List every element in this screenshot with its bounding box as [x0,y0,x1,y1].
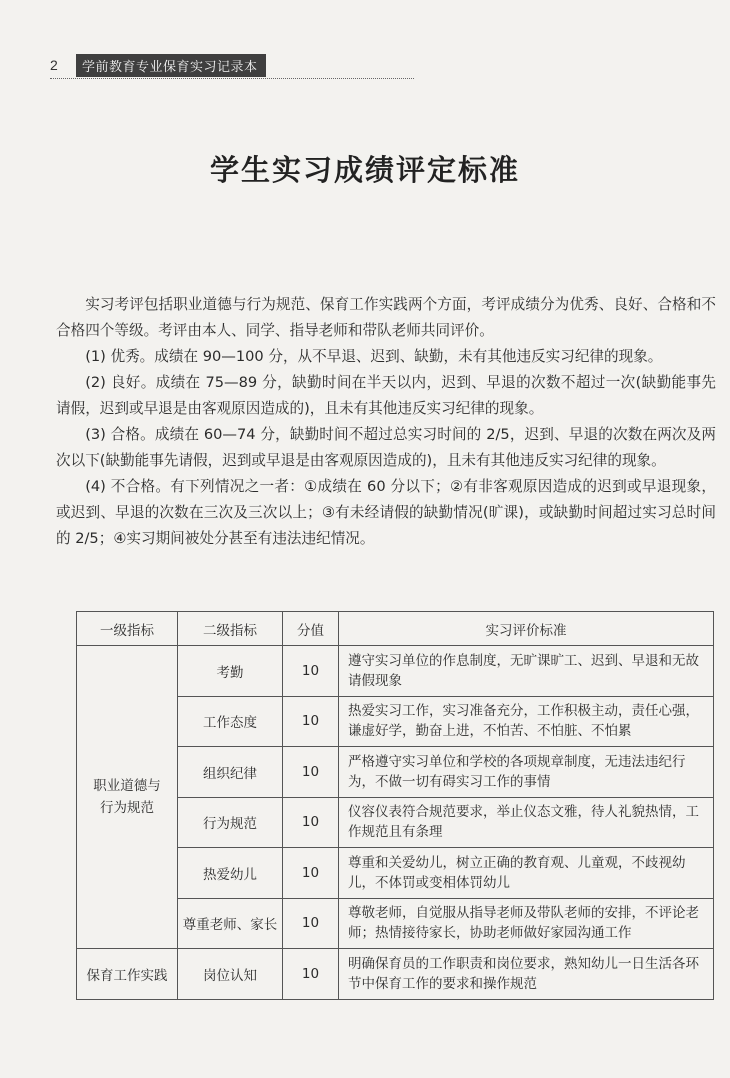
col-header-score: 分值 [283,612,339,646]
level2-cell: 组织纪律 [178,747,283,798]
level2-cell: 热爱幼儿 [178,848,283,899]
score-cell: 10 [283,797,339,848]
score-cell: 10 [283,747,339,798]
criteria-cell: 热爱实习工作，实习准备充分，工作积极主动，责任心强，谦虚好学，勤奋上进，不怕苦、不怕脏、不怕累 [339,696,714,747]
body-text [56,292,716,552]
criteria-cell: 尊重和关爱幼儿，树立正确的教育观、儿童观，不歧视幼儿，不体罚或变相体罚幼儿 [339,848,714,899]
table-row [77,949,714,1000]
level2-cell: 行为规范 [178,797,283,848]
grade-excellent-paragraph: (1) 优秀。成绩在 90—100 分，从不早退、迟到、缺勤，未有其他违反实习纪律的现象。 [85,348,663,365]
score-cell: 10 [283,898,339,949]
criteria-cell: 尊敬老师，自觉服从指导老师及带队老师的安排，不评论老师；热情接待家长，协助老师做好家园沟通工作 [339,898,714,949]
level2-cell: 考勤 [178,646,283,697]
col-header-criteria: 实习评价标准 [339,612,714,646]
grade-pass-paragraph: (3) 合格。成绩在 60—74 分，缺勤时间不超过总实习时间的 2/5，迟到、早退的次数在两次及两次以下(缺勤能事先请假，迟到或早退是由客观原因造成的)，且未有其他违反实习纪律的现象。 [56,426,716,469]
level1-cell-ethics [77,646,178,949]
col-header-level2: 二级指标 [178,612,283,646]
book-title: 学前教育专业保育实习记录本 [76,54,266,77]
score-cell: 10 [283,696,339,747]
table-header-row [77,612,714,646]
table-row [77,646,714,697]
intro-paragraph: 实习考评包括职业道德与行为规范、保育工作实践两个方面，考评成绩分为优秀、良好、合格和不合格四个等级。考评由本人、同学、指导老师和带队老师共同评价。 [56,296,716,339]
page-number: 2 [50,57,58,73]
evaluation-table-wrapper [76,611,713,1000]
header-dotted-rule [50,78,414,79]
level2-cell: 工作态度 [178,696,283,747]
col-header-level1: 一级指标 [77,612,178,646]
grade-good-paragraph: (2) 良好。成绩在 75—89 分，缺勤时间在半天以内，迟到、早退的次数不超过一次(缺勤能事先请假，迟到或早退是由客观原因造成的)，且未有其他违反实习纪律的现象。 [56,374,716,417]
level2-cell: 岗位认知 [178,949,283,1000]
score-cell: 10 [283,949,339,1000]
grade-fail-paragraph: (4) 不合格。有下列情况之一者：①成绩在 60 分以下；②有非客观原因造成的迟到或早退现象，或迟到、早退的次数在三次及三次以上；③有未经请假的缺勤情况(旷课)，或缺勤时间超过实习总时间的 2/5；④实习期间被处分甚至有违法违纪情况。 [56,478,716,547]
level2-cell: 尊重老师、家长 [178,898,283,949]
criteria-cell: 遵守实习单位的作息制度，无旷课旷工、迟到、早退和无故请假现象 [339,646,714,697]
criteria-cell: 明确保育员的工作职责和岗位要求，熟知幼儿一日生活各环节中保育工作的要求和操作规范 [339,949,714,1000]
score-cell: 10 [283,646,339,697]
evaluation-table [76,611,714,1000]
level1-cell-practice: 保育工作实践 [77,949,178,1000]
criteria-cell: 仪容仪表符合规范要求，举止仪态文雅，待人礼貌热情，工作规范且有条理 [339,797,714,848]
page-title: 学生实习成绩评定标准 [209,153,520,187]
score-cell: 10 [283,848,339,899]
running-header [50,54,266,76]
level1-label: 职业道德与行为规范 [93,778,161,816]
criteria-cell: 严格遵守实习单位和学校的各项规章制度，无违法违纪行为，不做一切有碍实习工作的事情 [339,747,714,798]
